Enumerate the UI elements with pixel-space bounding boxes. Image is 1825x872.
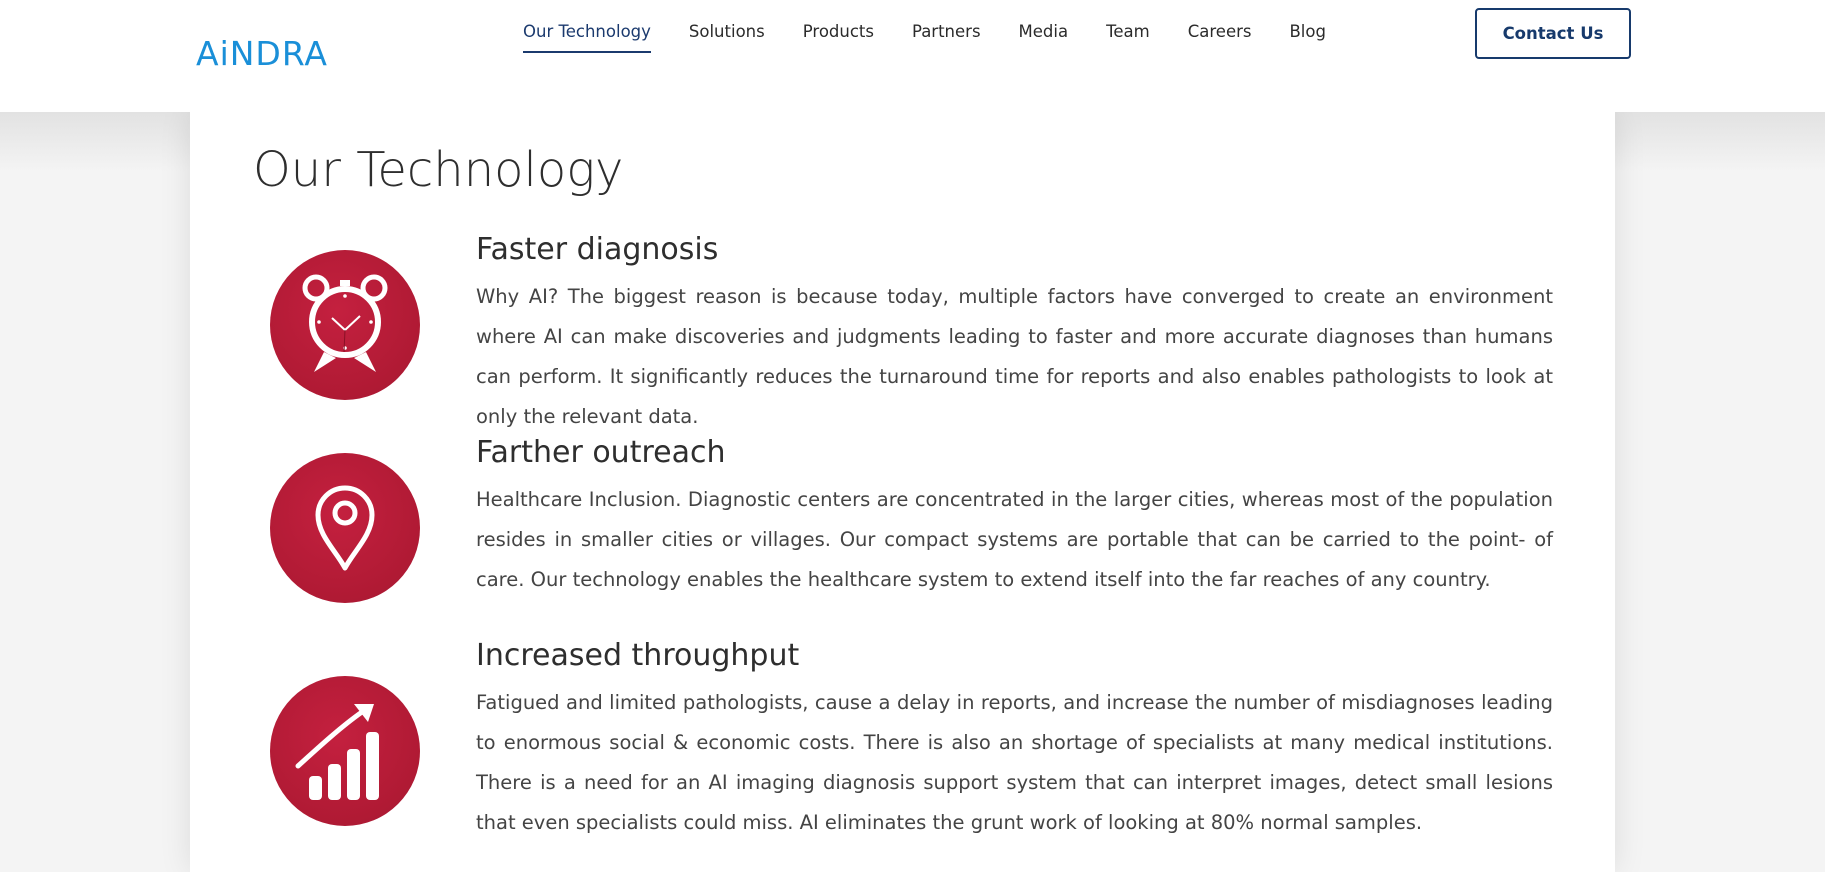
main-nav: [523, 22, 1364, 51]
contact-us-button[interactable]: Contact Us: [1475, 8, 1631, 59]
nav-item-solutions[interactable]: Solutions: [688, 22, 765, 41]
site-header: [0, 0, 1825, 112]
nav-item-products[interactable]: Products: [802, 22, 874, 41]
feature-heading: Increased throughput: [476, 638, 800, 673]
feature-text: Fatigued and limited pathologists, cause a delay in reports, and increase the number of misdiagnoses leading to enormous social & economic costs. There is also an shortage of specialists at many medical institutions. There is a need for an AI imaging diagnosis support system that can interpret images, detect small lesions that even specialists could miss. AI eliminates the grunt work of looking at 80% normal samples.: [476, 691, 1553, 834]
growth-chart-icon: [270, 676, 420, 826]
nav-item-blog[interactable]: Blog: [1289, 22, 1326, 41]
feature-text: Healthcare Inclusion. Diagnostic centers are concentrated in the larger cities, whereas most of the population resides in smaller cities or villages. Our compact systems are portable that can be carried to the point- of care. Our technology enables the healthcare system to extend itself into the far reaches of any country.: [476, 488, 1553, 591]
page-title: Our Technology: [253, 142, 624, 198]
alarm-clock-icon: [270, 250, 420, 400]
technology-content-card: [190, 112, 1615, 872]
feature-heading: Faster diagnosis: [476, 232, 719, 267]
feature-heading: Farther outreach: [476, 435, 726, 470]
aindra-logo[interactable]: [196, 34, 328, 72]
nav-item-media[interactable]: Media: [1018, 22, 1069, 41]
feature-text: Why AI? The biggest reason is because today, multiple factors have converged to create an environment where AI can make discoveries and judgments leading to faster and more accurate diagnoses than humans can perform. It significantly reduces the turnaround time for reports and also enables pathologists to look at only the relevant data.: [476, 285, 1553, 428]
logo-text: AiNDRA: [196, 33, 329, 73]
location-pin-icon: [270, 453, 420, 603]
nav-item-our-technology[interactable]: Our Technology: [523, 22, 651, 51]
nav-item-partners[interactable]: Partners: [911, 22, 981, 41]
nav-item-team[interactable]: Team: [1106, 22, 1150, 41]
nav-item-careers[interactable]: Careers: [1187, 22, 1252, 41]
